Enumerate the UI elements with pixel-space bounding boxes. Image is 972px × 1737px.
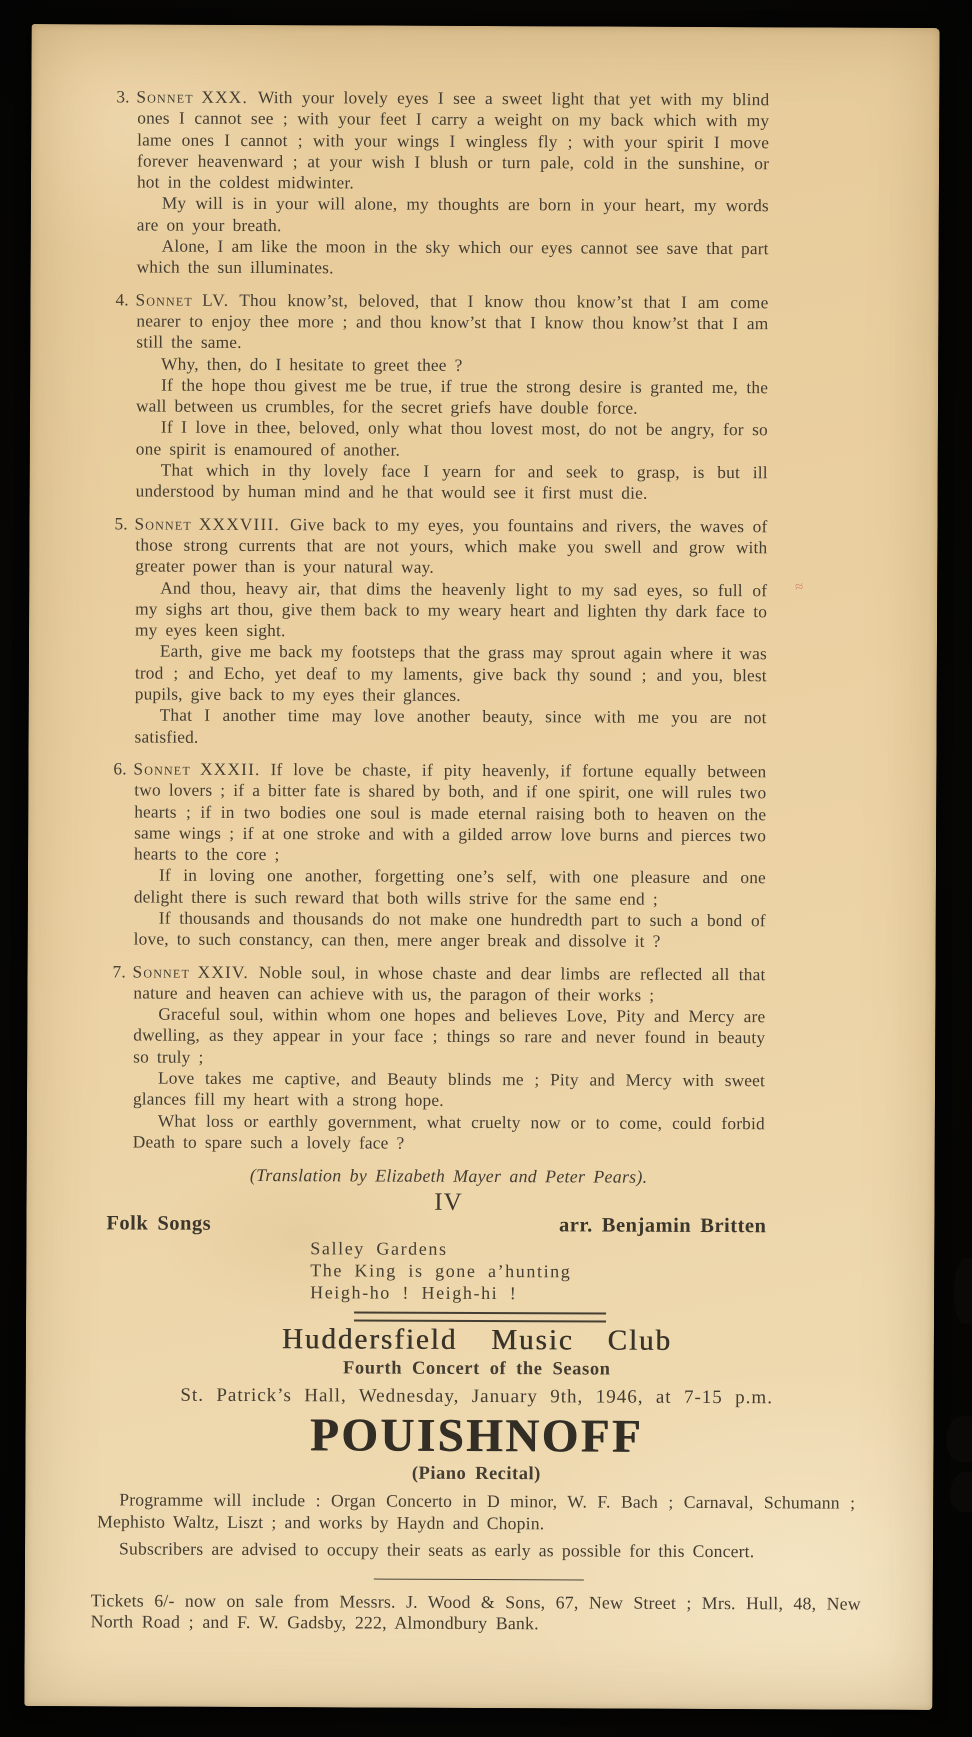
sonnet-item-6 <box>113 758 767 952</box>
sonnet-paragraph: What loss or earthly government, what cruelty now or to come, could forbid Death to spare such a lovely face ? <box>132 1111 765 1153</box>
sonnet-item-5 <box>114 513 768 750</box>
programme-description: Programme will include : Organ Concerto in D minor, W. F. Bach ; Carnaval, Schumann ; Mephisto Waltz, Liszt ; and works by Haydn and Chopin. <box>97 1489 856 1533</box>
sonnet-title: Sonnet XXIV. <box>132 962 250 982</box>
sonnet-paragraph: If the hope thou givest me be true, if true the strong desire is granted me, the wall between us crumbles, for the secret griefs have double force. <box>135 375 769 418</box>
sonnet-lead-paragraph <box>115 289 769 356</box>
sonnet-title: Sonnet XXXII. <box>133 759 261 779</box>
sonnet-item-4 <box>115 289 769 505</box>
sonnet-paragraph: Graceful soul, within whom one hopes and believes Love, Pity and Mercy are dwelling, as they appear in your face ; things so rare and never found in beauty so truly ; <box>133 1004 766 1067</box>
sonnet-title: Sonnet XXX. <box>136 87 249 107</box>
sonnet-paragraph: If thousands and thousands do not make one hundredth part to such a bond of love, to such constancy, can then, mere anger break and dissolve it ? <box>133 908 766 952</box>
folk-songs-section <box>26 1212 767 1306</box>
venue-date-line: St. Patrick’s Hall, Wednesday, January 9th, 1946, at 7-15 p.m. <box>180 1384 774 1409</box>
pink-pencil-mark: ≈ <box>794 578 804 596</box>
folk-song-item: Salley Gardens <box>310 1238 448 1259</box>
folk-song-item: The King is gone a’hunting <box>310 1260 572 1282</box>
concert-notice <box>25 1323 934 1563</box>
sonnet-paragraph: Alone, I am like the moon in the sky which our eyes cannot see save that part which the sun illuminates. <box>136 236 769 278</box>
photo-edge-ink-blob <box>952 1257 972 1325</box>
tickets-info: Tickets 6/- now on sale from Messrs. J. Wood & Sons, 67, New Street ; Mrs. Hull, 48, New North Road ; and F. W. Gadsby, 222, Almondbury Bank. <box>90 1589 861 1634</box>
sonnet-number: 5. <box>114 514 128 534</box>
sonnet-lead-text: If love be chaste, if pity heavenly, if fortune equally between two lovers ; if a bitter fate is shared by both, and if one spirit, one will rules two hearts ; if in two bodies one soul is made eternal raising both to heaven on the same wings ; if at one stroke and with a gilded arrow love burns and pierces two hearts to the core ; <box>134 759 767 865</box>
folk-songs-title: Folk Songs <box>106 1212 212 1235</box>
part-numeral: IV <box>434 1188 463 1216</box>
double-rule-divider <box>354 1312 606 1323</box>
sonnet-number: 3. <box>116 87 130 107</box>
artist-name-heading: POUISHNOFF <box>309 1409 644 1463</box>
sonnet-item-3 <box>116 86 770 280</box>
sonnet-paragraph: Earth, give me back my footsteps that the grass may sprout again where it was trod ; and Echo, yet deaf to my laments, give back thy sound ; and you, blest pupils, give back to my eyes their glances. <box>134 642 767 705</box>
sonnet-paragraph: My will is in your will alone, my thoughts are born in your heart, my words are on your breath. <box>136 194 769 235</box>
photo-edge-ink-blob <box>946 1416 972 1462</box>
sonnet-paragraph: That which in thy lovely face I yearn for and seek to grasp, is but ill understood by human mind and he that would see it first must die. <box>135 460 768 504</box>
subscribers-note: Subscribers are advised to occupy their seats as early as possible for this Concert. <box>118 1538 755 1562</box>
sonnet-paragraph: That I another time may love another beauty, since with me you are not satisfied. <box>134 705 767 747</box>
sonnet-lead-paragraph <box>113 758 767 867</box>
sonnet-lead-text: Give back to my eyes, you fountains and rivers, the waves of those strong currents that are not yours, which make you swell and grow with greater power than is your natural way. <box>135 514 768 578</box>
sonnet-lead-paragraph <box>114 513 768 580</box>
sonnet-list <box>27 86 770 1155</box>
club-name-heading: Huddersfield Music Club <box>281 1323 673 1357</box>
sonnet-lead-text: Noble soul, in whose chaste and dear limbs are reflected all that nature and heaven can achieve with us, the paragon of their works ; <box>133 962 766 1005</box>
folk-song-list <box>310 1237 764 1305</box>
sonnet-paragraph: If I love in thee, beloved, only what thou lovest most, do not be angry, for so one spirit is enamoured of another. <box>135 418 768 460</box>
concert-subtitle: Fourth Concert of the Season <box>342 1358 611 1381</box>
folk-songs-arranger: arr. Benjamin Britten <box>558 1214 767 1238</box>
folk-songs-header <box>106 1213 766 1237</box>
photo-edge-ink-blob <box>949 1471 972 1512</box>
sonnet-paragraph: Why, then, do I hesitate to greet thee ? <box>161 354 463 375</box>
sonnet-lead-text: Thou know’st, beloved, that I know thou know’st that I am come nearer to enjoy thee more ; and thou know’st that I know thou know’st that I am still the same. <box>136 290 769 353</box>
sonnet-paragraph: Love takes me captive, and Beauty blinds me ; Pity and Mercy with sweet glances fill my heart with a strong hope. <box>132 1068 766 1111</box>
sonnet-number: 4. <box>115 290 129 310</box>
translation-credit: (Translation by Elizabeth Mayer and Peter Pears). <box>249 1165 648 1187</box>
programme-page <box>24 24 939 1710</box>
sonnet-paragraph: If in loving one another, forgetting one’s self, with one pleasure and one delight there is such reward that both wills strive for the same end ; <box>133 865 766 909</box>
sonnet-number: 6. <box>113 759 127 779</box>
sonnet-title: Sonnet LV. <box>135 290 230 310</box>
sonnet-lead-paragraph <box>112 961 766 1006</box>
sonnet-item-7 <box>112 961 766 1155</box>
page-content <box>25 24 940 1637</box>
sonnet-number: 7. <box>112 961 126 982</box>
sonnet-paragraph: And thou, heavy air, that dims the heavenly light to my sad eyes, so full of my sighs art thou, give them back to my weary heart and lighten thy dark face to my eyes keen sight. <box>134 578 768 641</box>
sonnet-title: Sonnet XXXVIII. <box>134 514 281 534</box>
sonnet-lead-text: With your lovely eyes I see a sweet light that yet with my blind ones I cannot see ; with your feet I carry a weight on my back which with my lame ones I cannot ; with your wings I wingless fly ; with your spirit I move forever heavenward ; at your wish I blush or turn pale, cold in the sunshine, or hot in the coldest midwinter. <box>136 88 770 193</box>
sonnet-lead-paragraph <box>116 86 770 195</box>
recital-type: (Piano Recital) <box>411 1463 541 1485</box>
single-rule-divider <box>374 1578 584 1580</box>
folk-song-item: Heigh-ho ! Heigh-hi ! <box>310 1282 518 1304</box>
